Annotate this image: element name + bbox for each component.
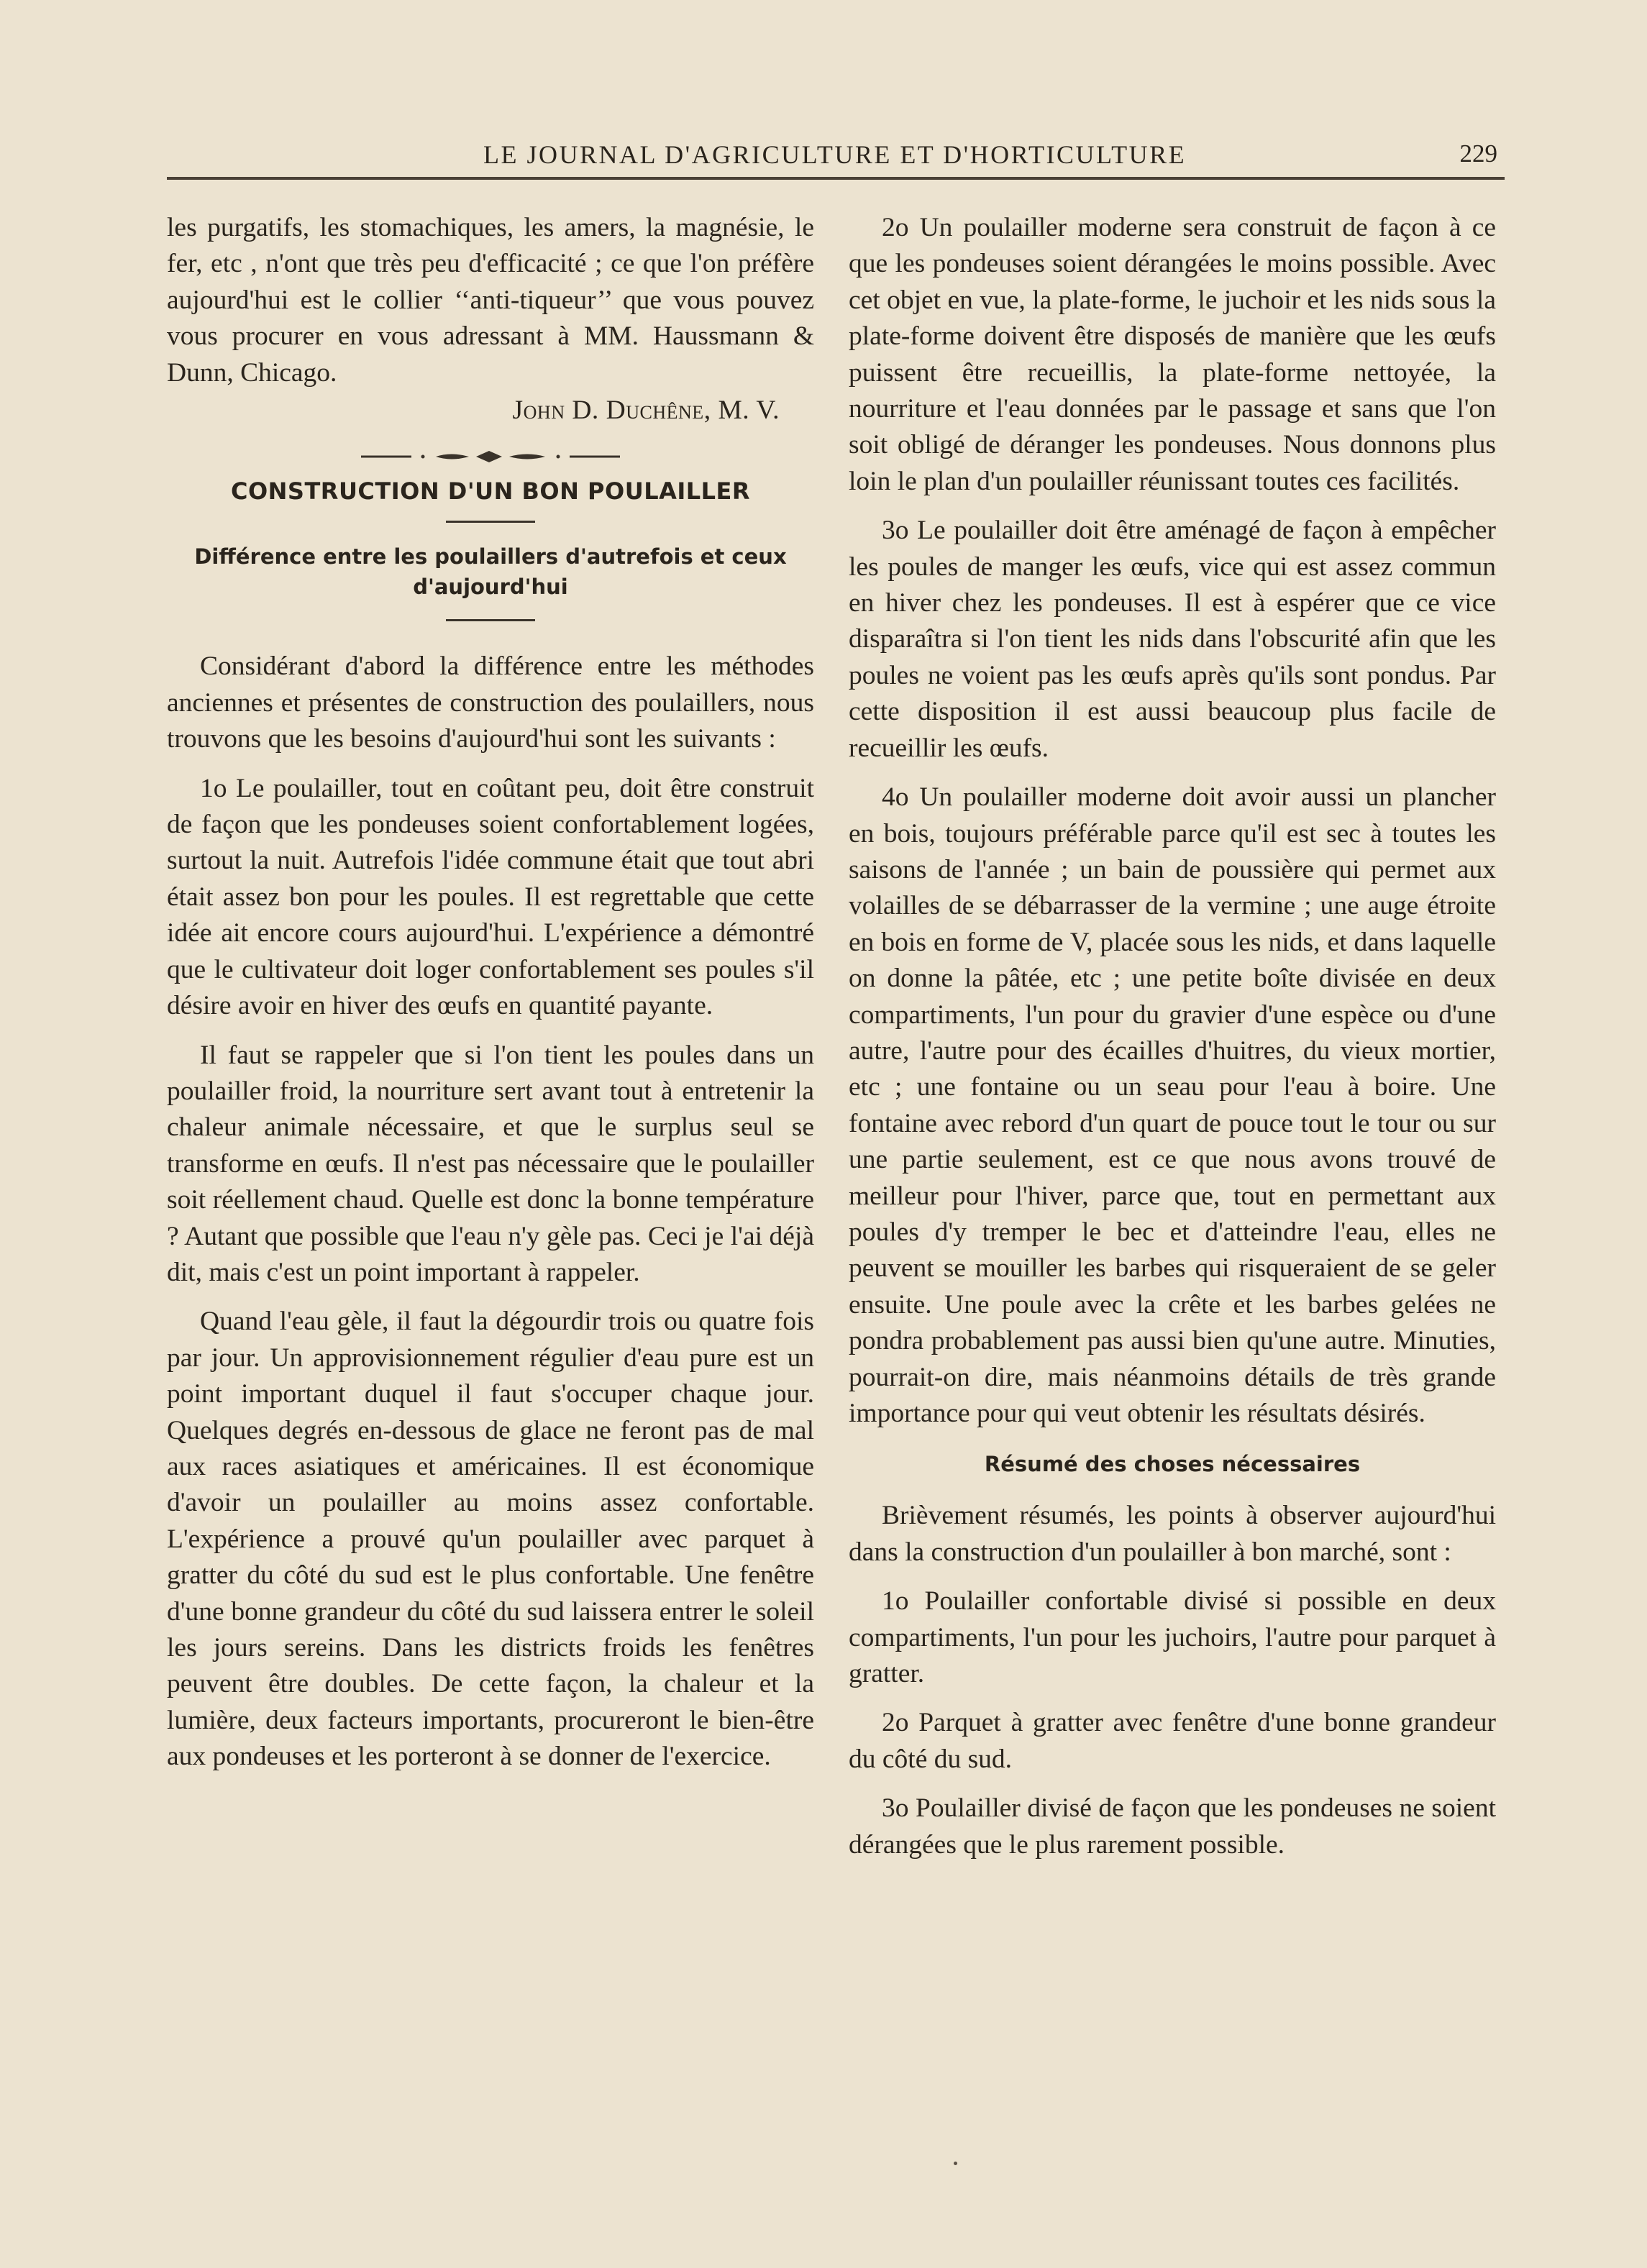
- section-ornament: [361, 447, 620, 466]
- author-name: John D. Duchêne: [512, 395, 704, 426]
- left-column: [167, 210, 814, 1775]
- body-paragraph: Il faut se rappeler que si l'on tient les poules dans un poulailler froid, la nourriture sert avant tout à entretenir la chaleur animale nécessaire, et que le surplus seul se transforme en œufs. Il n'est pas nécessaire que le poulailler soit réellement chaud. Quelle est donc la bonne température ? Autant que possible que l'eau n'y gèle pas. Ceci je l'ai déjà dit, mais c'est un point important à rappeler.: [167, 1040, 814, 1287]
- right-column: [849, 210, 1496, 1863]
- summary-item: 1o Poulailler confortable divisé si possible en deux compartiments, l'un pour les juchoirs, l'autre pour parquet à gratter.: [849, 1586, 1496, 1689]
- summary-paragraph: Brièvement résumés, les points à observer aujourd'hui dans la construction d'un poulailler à bon marché, sont :: [849, 1501, 1496, 1567]
- journal-title: LE JOURNAL D'AGRICULTURE ET D'HORTICULTURE: [483, 140, 1187, 169]
- section-title: CONSTRUCTION D'UN BON POULAILLER: [230, 477, 751, 506]
- body-paragraph: Considérant d'abord la différence entre les méthodes anciennes et présentes de construction des poulaillers, nous trouvons que les besoins d'aujourd'hui sont les suivants :: [167, 651, 814, 754]
- summary-item: 2o Parquet à gratter avec fenêtre d'une bonne grandeur du côté du sud.: [849, 1708, 1496, 1774]
- body-paragraph: 4o Un poulailler moderne doit avoir aussi un plancher en bois, toujours préférable parce qu'il est sec à toutes les saisons de l'année ; un bain de poussière qui permet aux volailles de se débarrasser de la vermine ; une auge étroite en bois en forme de V, placée sous les nids, et dans laquelle on donne la pâtée, etc ; une petite boîte divisée en deux compartiments, l'un pour du gravier d'une espèce ou d'une autre, l'autre pour des écailles d'huitres, du vieux mortier, etc ; une fontaine ou un seau pour l'eau à boire. Une fontaine avec rebord d'un quart de pouce tout le tour ou sur une partie seulement, est ce que nous avons trouvé de meilleur pour l'hiver, parce que, tout en permettant aux poules d'y tremper le bec et d'atteindre l'eau, elles ne peuvent se mouiller les barbes qui risqueraient de se geler ensuite. Une poule avec la crête et les barbes gelées ne pondra probablement pas aussi bien qu'une autre. Minuties, pourrait-on dire, mais néanmoins détails de très grande importance pour qui veut obtenir les résultats désirés.: [849, 782, 1496, 1428]
- print-speck: [954, 2162, 957, 2165]
- body-paragraph: 3o Le poulailler doit être aménagé de façon à empêcher les poules de manger les œufs, vice qui est assez commun en hiver chez les pondeuses. Il est à espérer que ce vice disparaîtra si l'on tient les nids dans l'obscurité afin que les poules ne voient pas les œufs après qu'ils sont pondus. Par cette disposition il est aussi beaucoup plus facile de recueillir les œufs.: [849, 516, 1496, 763]
- summary-item: 3o Poulailler divisé de façon que les pondeuses ne soient dérangées que le plus rarement possible.: [849, 1793, 1496, 1860]
- author-signature: [167, 393, 780, 429]
- subheading-rule: [446, 619, 535, 621]
- page-number: 229: [1459, 140, 1497, 168]
- author-title: , M. V.: [703, 395, 780, 426]
- subheading: Différence entre les poulaillers d'autrefois et ceux d'aujourd'hui: [194, 544, 787, 600]
- title-rule: [446, 521, 535, 523]
- body-paragraph: Quand l'eau gèle, il faut la dégourdir trois ou quatre fois par jour. Un approvisionnement régulier d'eau pure est un point important duquel il faut s'occuper chaque jour. Quelques degrés en-dessous de glace ne feront pas de mal aux races asiatiques et américaines. Il est économique d'avoir un poulailler au moins assez confortable. L'expérience a prouvé qu'un poulailler avec parquet à gratter du côté du sud est le plus confortable. Une fenêtre d'une bonne grandeur du côté du sud laissera entrer le soleil les jours sereins. Dans les districts froids les fenêtres peuvent être doubles. De cette façon, la chaleur et la lumière, deux facteurs importants, procureront le bien-être aux pondeuses et les porteront à se donner de l'exercice.: [167, 1307, 814, 1772]
- header-rule: [167, 177, 1505, 180]
- summary-subheading: Résumé des choses nécessaires: [984, 1452, 1361, 1477]
- body-paragraph: 2o Un poulailler moderne sera construit de façon à ce que les pondeuses soient dérangées le moins possible. Avec cet objet en vue, la plate-forme, le juchoir et les nids sous la plate-forme doivent être disposés de manière que les œufs puissent être recueillis, la plate-forme nettoyée, la nourriture et l'eau données par le passage et sans que l'on soit obligé de déranger les pondeuses. Nous donnons plus loin le plan d'un poulailler réunissant toutes ces facilités.: [849, 213, 1496, 496]
- running-head: [167, 134, 1502, 177]
- body-paragraph: 1o Le poulailler, tout en coûtant peu, doit être construit de façon que les pondeuses soient confortablement logées, surtout la nuit. Autrefois l'idée commune était que tout abri était assez bon pour les poules. Il est regrettable que cette idée ait encore cours aujourd'hui. L'expérience a démontré que le cultivateur doit loger confortablement ses poules s'il désire avoir en hiver des œufs en quantité payante.: [167, 773, 814, 1021]
- intro-paragraph: les purgatifs, les stomachiques, les amers, la magnésie, le fer, etc , n'ont que très peu d'efficacité ; ce que l'on préfère aujourd'hui est le collier ‘‘anti-tiqueur’’ que vous pouvez vous procurer en vous adressant à MM. Haussmann & Dunn, Chicago.: [167, 213, 814, 388]
